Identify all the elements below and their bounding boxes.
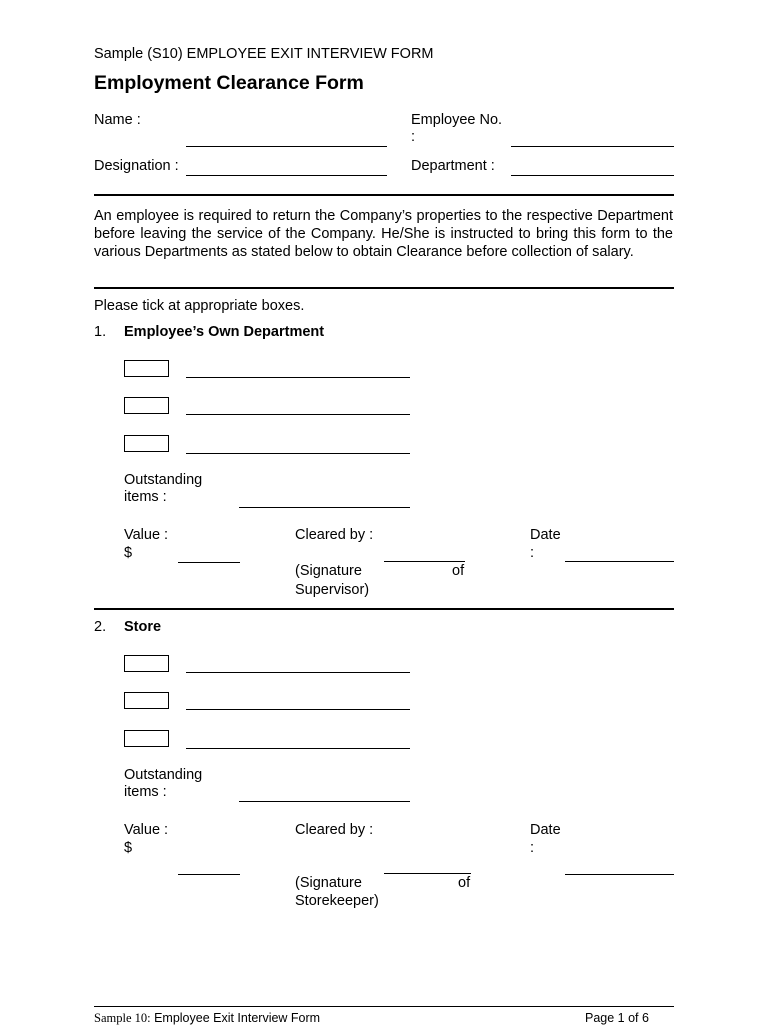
department-label: Department : (411, 158, 495, 174)
outstanding-items-field[interactable] (239, 507, 410, 508)
department-field[interactable] (511, 175, 674, 176)
divider (94, 287, 674, 289)
cleared-by-field[interactable] (384, 561, 465, 562)
tick-box[interactable] (124, 692, 169, 709)
designation-label: Designation : (94, 158, 179, 174)
divider (94, 608, 674, 610)
sample-heading: Sample (S10) EMPLOYEE EXIT INTERVIEW FORM (94, 46, 434, 62)
item-line[interactable] (186, 672, 410, 673)
designation-field[interactable] (186, 175, 387, 176)
signature-of: of (452, 563, 465, 579)
date-colon: : (530, 545, 535, 561)
tick-box[interactable] (124, 360, 169, 377)
footer-divider (94, 1006, 674, 1007)
value-field[interactable] (178, 562, 240, 563)
page-title: Employment Clearance Form (94, 72, 364, 94)
signature-label: (Signature (295, 875, 362, 891)
date-label: Date (530, 527, 561, 543)
footer-sample-title: Employee Exit Interview Form (150, 1011, 321, 1025)
cleared-by-label: Cleared by : (295, 822, 374, 838)
date-field[interactable] (565, 561, 674, 562)
cleared-by-field[interactable] (384, 873, 471, 874)
signature-role: Supervisor) (295, 582, 370, 598)
employee-no-colon: : (411, 129, 416, 145)
signature-of: of (458, 875, 471, 891)
section-title: Employee’s Own Department (124, 324, 325, 340)
date-colon: : (530, 840, 535, 856)
outstanding-label: Outstanding (124, 472, 203, 488)
name-label: Name : (94, 112, 141, 128)
page-number: Page 1 of 6 (585, 1011, 649, 1025)
date-field[interactable] (565, 874, 674, 875)
item-line[interactable] (186, 377, 410, 378)
employee-no-label: Employee No. (411, 112, 503, 128)
date-label: Date (530, 822, 561, 838)
signature-role: Storekeeper) (295, 893, 379, 909)
value-field[interactable] (178, 874, 240, 875)
section-title: Store (124, 619, 162, 635)
value-label: Value : (124, 527, 169, 543)
tick-box[interactable] (124, 655, 169, 672)
item-line[interactable] (186, 709, 410, 710)
employee-no-field[interactable] (511, 146, 674, 147)
item-line[interactable] (186, 748, 410, 749)
value-currency: $ (124, 840, 133, 856)
divider (94, 194, 674, 196)
value-currency: $ (124, 545, 133, 561)
cleared-by-label: Cleared by : (295, 527, 374, 543)
tick-box[interactable] (124, 730, 169, 747)
footer-sample-prefix: Sample 10: (94, 1011, 151, 1025)
signature-label: (Signature (295, 563, 362, 579)
item-line[interactable] (186, 414, 410, 415)
tick-box[interactable] (124, 397, 169, 414)
item-line[interactable] (186, 453, 410, 454)
outstanding-items-field[interactable] (239, 801, 410, 802)
section-number: 2. (94, 619, 107, 635)
tick-box[interactable] (124, 435, 169, 452)
outstanding-label: Outstanding (124, 767, 203, 783)
outstanding-label: items : (124, 784, 167, 800)
footer-sample (94, 1010, 320, 1027)
intro-paragraph: An employee is required to return the Company’s properties to the respective Department before leaving the service of the Company. He/She is instructed to bring this form to the various Departments as stated below to obtain Clearance before collection of salary. (94, 208, 673, 261)
section-number: 1. (94, 324, 107, 340)
name-field[interactable] (186, 146, 387, 147)
value-label: Value : (124, 822, 169, 838)
tick-instruction: Please tick at appropriate boxes. (94, 298, 305, 314)
outstanding-label: items : (124, 489, 167, 505)
